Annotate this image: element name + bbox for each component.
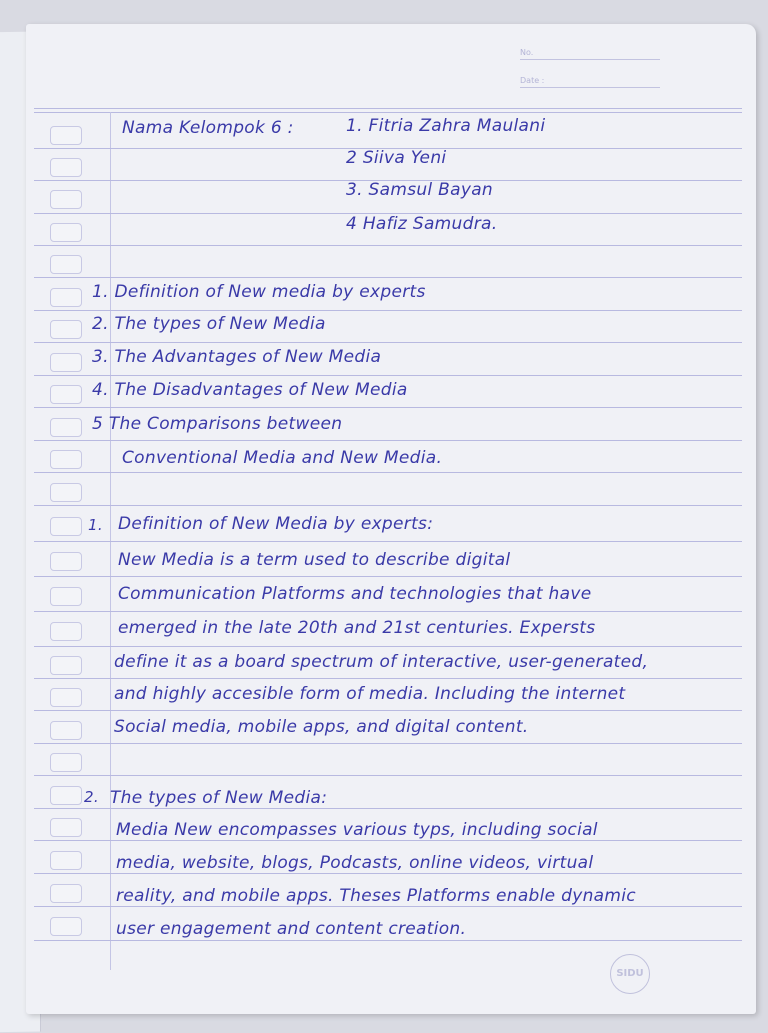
ruled-line (34, 840, 742, 841)
margin-box (50, 917, 82, 936)
ruled-line (34, 472, 742, 473)
section1-line: and highly accesible form of media. Including the internet (114, 684, 626, 704)
margin-box (50, 786, 82, 805)
margin-box (50, 126, 82, 145)
ruled-line (34, 505, 742, 506)
ruled-line (34, 775, 742, 776)
margin-box (50, 450, 82, 469)
notebook-page (26, 24, 756, 1014)
margin-box (50, 884, 82, 903)
margin-box (50, 753, 82, 772)
outline-item-4: 4. The Disadvantages of New Media (92, 380, 408, 400)
margin-box (50, 255, 82, 274)
margin-box (50, 851, 82, 870)
section2-number: 2. (84, 788, 99, 806)
section1-line: Social media, mobile apps, and digital content. (114, 717, 529, 737)
ruled-line (34, 310, 742, 311)
no-field: No. (520, 48, 660, 60)
margin-box (50, 552, 82, 571)
ruled-line (34, 440, 742, 441)
margin-box (50, 223, 82, 242)
ruled-line (34, 541, 742, 542)
section1-line: New Media is a term used to describe digital (118, 550, 511, 570)
section1-number: 1. (88, 516, 103, 534)
ruled-line (34, 710, 742, 711)
margin-box (50, 190, 82, 209)
section2-line: media, website, blogs, Podcasts, online videos, virtual (116, 853, 594, 873)
section2-line: Media New encompasses various typs, including social (116, 820, 598, 840)
section1-line: emerged in the late 20th and 21st centuries. Expersts (118, 618, 596, 638)
ruled-line (34, 611, 742, 612)
section1-line: Communication Platforms and technologies that have (118, 584, 592, 604)
margin-box (50, 353, 82, 372)
ruled-line (34, 576, 742, 577)
margin-box (50, 587, 82, 606)
group-label: Nama Kelompok 6 : (122, 118, 294, 138)
ruled-line (34, 342, 742, 343)
margin-box (50, 656, 82, 675)
member-2: 2 Siiva Yeni (346, 148, 447, 168)
outline-item-2: 2. The types of New Media (92, 314, 326, 334)
ruled-line (34, 678, 742, 679)
margin-box (50, 818, 82, 837)
section2-line: user engagement and content creation. (116, 919, 467, 939)
notebook-brand-logo: SIDU (610, 954, 650, 994)
margin-box (50, 320, 82, 339)
ruled-line (34, 906, 742, 907)
margin-box (50, 158, 82, 177)
ruled-line (34, 808, 742, 809)
margin-box (50, 688, 82, 707)
margin-box (50, 288, 82, 307)
member-4: 4 Hafiz Samudra. (346, 214, 498, 234)
margin-box (50, 483, 82, 502)
margin-box (50, 517, 82, 536)
ruled-line (34, 277, 742, 278)
section1-heading: Definition of New Media by experts: (118, 514, 434, 534)
ruled-line (34, 646, 742, 647)
ruled-line (34, 407, 742, 408)
margin-box (50, 385, 82, 404)
outline-item-3: 3. The Advantages of New Media (92, 347, 382, 367)
member-1: 1. Fitria Zahra Maulani (346, 116, 546, 136)
ruled-line (34, 940, 742, 941)
date-field: Date : (520, 76, 660, 88)
ruled-line (34, 873, 742, 874)
margin-box (50, 622, 82, 641)
section2-line: reality, and mobile apps. Theses Platforms enable dynamic (116, 886, 636, 906)
section1-line: define it as a board spectrum of interactive, user-generated, (114, 652, 649, 672)
outline-item-1: 1. Definition of New media by experts (92, 282, 426, 302)
outline-item-5: 5 The Comparisons between (92, 414, 343, 434)
margin-box (50, 721, 82, 740)
section2-heading: The types of New Media: (110, 788, 328, 808)
header-rule (34, 108, 742, 113)
outline-item-5-cont: Conventional Media and New Media. (122, 448, 443, 468)
ruled-line (34, 375, 742, 376)
member-3: 3. Samsul Bayan (346, 180, 493, 200)
margin-box (50, 418, 82, 437)
ruled-line (34, 245, 742, 246)
ruled-line (34, 743, 742, 744)
